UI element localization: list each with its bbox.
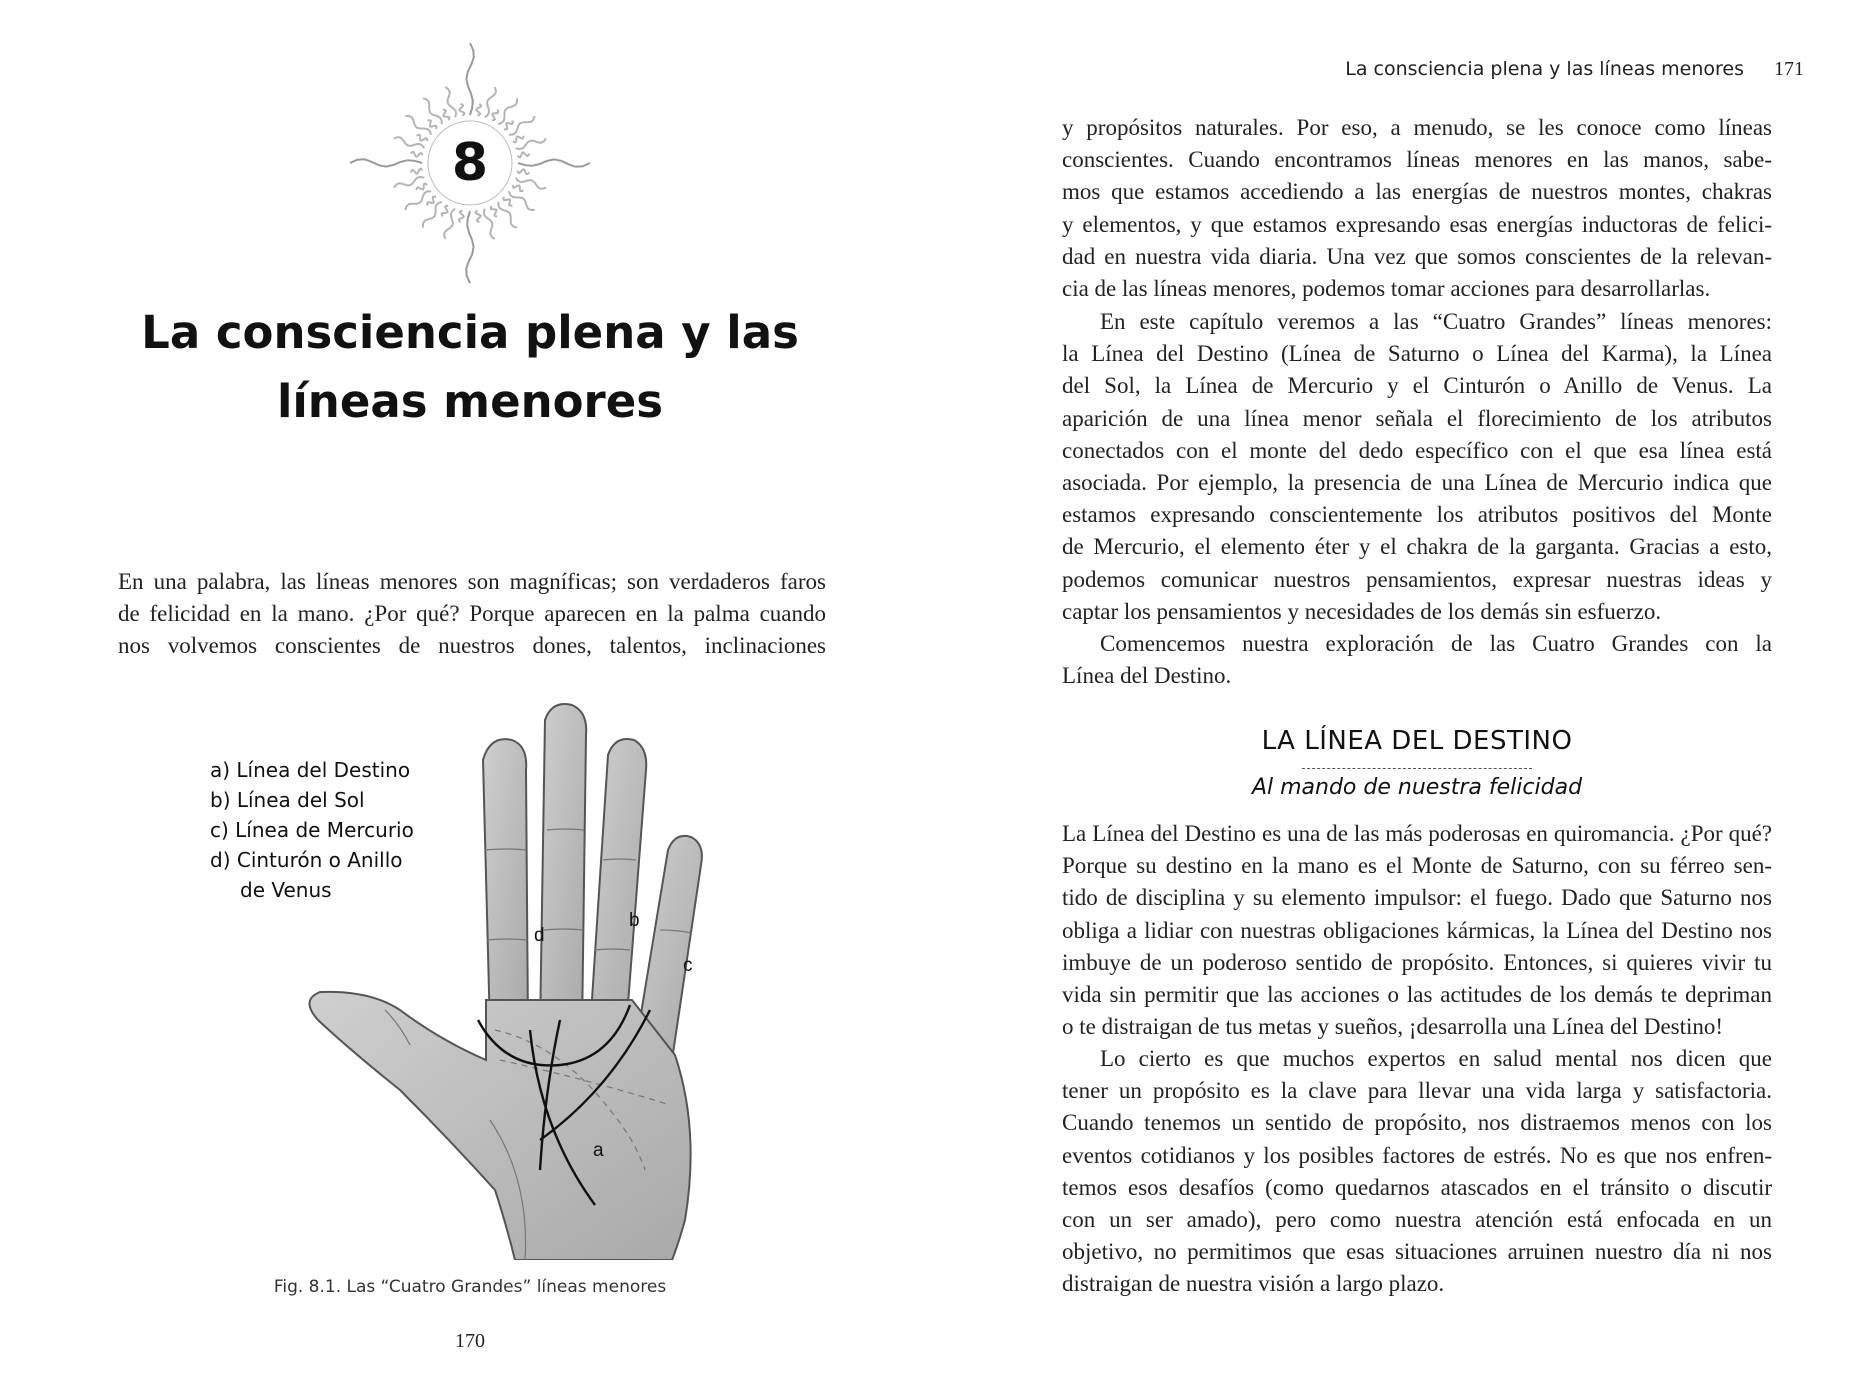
text-line: y propósitos naturales. Por eso, a menudo, se les conoce como líneas bbox=[1062, 115, 1772, 140]
figure-letter-a: a bbox=[593, 1140, 604, 1161]
text-line: con un ser amado), pero como nuestra atención está enfocada en un bbox=[1062, 1207, 1772, 1233]
paragraph bbox=[1062, 818, 1772, 1043]
right-page bbox=[934, 0, 1868, 1399]
text-line: del Sol, la Línea de Mercurio y el Cinturón o Anillo de Venus. La bbox=[1062, 373, 1772, 399]
text-line: asociada. Por ejemplo, la presencia de una Línea de Mercurio indica que bbox=[1062, 470, 1772, 496]
text-line: cia de las líneas menores, podemos tomar acciones para desarrollarlas. bbox=[1062, 276, 1711, 302]
chapter-number: 8 bbox=[451, 133, 489, 193]
text-line: Porque su destino en la mano es el Monte de Saturno, con su férreo sen- bbox=[1062, 853, 1772, 879]
text-line: conectados con el monte del dedo específico con el que esa línea está bbox=[1062, 437, 1772, 463]
text-line: tener un propósito es la clave para llevar una vida larga y satisfactoria. bbox=[1062, 1078, 1772, 1104]
text-line: dad en nuestra vida diaria. Una vez que somos conscientes de la relevan- bbox=[1062, 243, 1772, 269]
paragraph bbox=[1062, 1043, 1772, 1301]
page-number: 171 bbox=[1774, 58, 1804, 80]
text-line: aparición de una línea menor señala el florecimiento de los atributos bbox=[1062, 405, 1772, 431]
figure-letter-b: b bbox=[629, 910, 640, 931]
figure-caption: Fig. 8.1. Las “Cuatro Grandes” líneas menores bbox=[273, 1277, 667, 1297]
text-line: En una palabra, las líneas menores son magníficas; son verdaderos faros bbox=[118, 569, 826, 594]
text-line: mos que estamos accediendo a las energías de nuestros montes, chakras bbox=[1062, 179, 1772, 205]
text-line: o te distraigan de tus metas y sueños, ¡desarrolla una Línea del Destino! bbox=[1062, 1014, 1724, 1040]
text-line: Lo cierto es que muchos expertos en salud mental nos dicen que bbox=[1100, 1046, 1772, 1071]
legend-item-d-continued: de Venus bbox=[240, 878, 332, 902]
text-line: eventos cotidianos y los posibles factores de estrés. No es que nos enfren- bbox=[1062, 1142, 1772, 1168]
legend-item-d: d) Cinturón o Anillo bbox=[210, 848, 403, 872]
paragraph bbox=[1062, 112, 1772, 305]
text-line: estamos expresando conscientemente los atributos positivos del Monte bbox=[1062, 502, 1772, 528]
text-line: Comencemos nuestra exploración de las Cuatro Grandes con la bbox=[1100, 631, 1772, 656]
paragraph bbox=[1062, 628, 1772, 692]
section-divider bbox=[1302, 768, 1532, 769]
text-line: Línea del Destino. bbox=[1062, 663, 1232, 689]
text-line: la Línea del Destino (Línea de Saturno o Línea del Karma), la Línea bbox=[1062, 341, 1772, 367]
text-line: distraigan de nuestra visión a largo plazo. bbox=[1062, 1271, 1445, 1297]
text-line: La Línea del Destino es una de las más poderosas en quiromancia. ¿Por qué? bbox=[1062, 821, 1772, 846]
intro-paragraph bbox=[118, 566, 826, 663]
page-number: 170 bbox=[455, 1330, 485, 1352]
text-line: tido de disciplina y su elemento impulsor: el fuego. Dado que Saturno nos bbox=[1062, 885, 1772, 911]
text-line: vida sin permitir que las acciones o las actitudes de los demás te depriman bbox=[1062, 982, 1772, 1008]
text-line: conscientes. Cuando encontramos líneas menores en las manos, sabe- bbox=[1062, 147, 1772, 173]
text-line: En este capítulo veremos a las “Cuatro Grandes” líneas menores: bbox=[1100, 309, 1772, 334]
text-line: nos volvemos conscientes de nuestros dones, talentos, inclinaciones bbox=[118, 633, 826, 659]
figure-letter-d: d bbox=[534, 925, 545, 946]
text-line: objetivo, no permitimos que esas situaciones arruinen nuestro día ni nos bbox=[1062, 1239, 1772, 1265]
section-heading: LA LÍNEA DEL DESTINO bbox=[1261, 726, 1573, 756]
legend-item-a: a) Línea del Destino bbox=[210, 758, 411, 782]
running-head bbox=[1345, 58, 1804, 81]
chapter-title bbox=[110, 298, 830, 436]
text-line: obliga a lidiar con nuestras obligaciones kármicas, la Línea del Destino nos bbox=[1062, 917, 1772, 943]
text-line: Cuando tenemos un sentido de propósito, nos distraemos menos con los bbox=[1062, 1110, 1772, 1136]
running-head-title: La consciencia plena y las líneas menores bbox=[1345, 58, 1744, 80]
text-line: imbuye de un poderoso sentido de propósito. Entonces, si quieres vivir tu bbox=[1062, 949, 1772, 975]
text-line: de felicidad en la mano. ¿Por qué? Porque aparecen en la palma cuando bbox=[118, 601, 826, 627]
legend-item-c: c) Línea de Mercurio bbox=[210, 818, 414, 842]
figure-legend bbox=[210, 755, 414, 905]
text-line: podemos comunicar nuestros pensamientos, expresar nuestras ideas y bbox=[1062, 566, 1772, 592]
text-line: de Mercurio, el elemento éter y el chakra de la garganta. Gracias a esto, bbox=[1062, 534, 1772, 560]
chapter-title-line-1: La consciencia plena y las bbox=[141, 306, 799, 359]
chapter-title-line-2: líneas menores bbox=[276, 375, 664, 428]
paragraph bbox=[1062, 306, 1772, 628]
section-subtitle: Al mando de nuestra felicidad bbox=[1251, 775, 1583, 800]
text-line: captar los pensamientos y necesidades de los demás sin esfuerzo. bbox=[1062, 598, 1662, 624]
figure-letter-c: c bbox=[683, 955, 693, 976]
text-line: y elementos, y que estamos expresando esas energías inductoras de felici- bbox=[1062, 211, 1772, 237]
text-line: temos esos desafíos (como quedarnos atascados en el tránsito o discutir bbox=[1062, 1174, 1772, 1200]
legend-item-b: b) Línea del Sol bbox=[210, 788, 365, 812]
